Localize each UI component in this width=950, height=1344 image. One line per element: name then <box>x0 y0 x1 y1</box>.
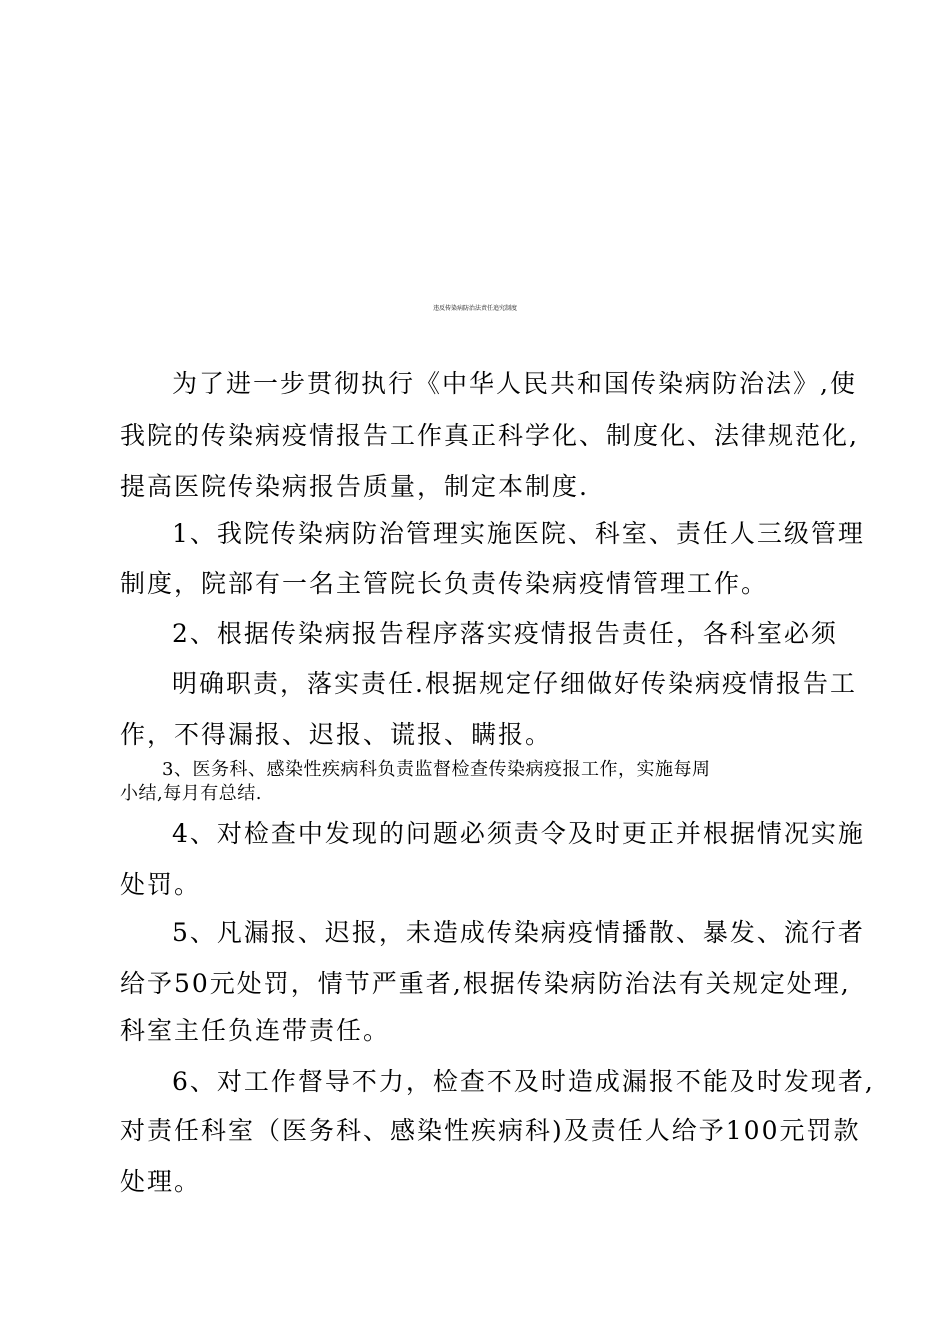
paragraph-line: 1、我院传染病防治管理实施医院、科室、责任人三级管理 <box>172 519 865 548</box>
paragraph-line: 作，不得漏报、迟报、谎报、瞒报。 <box>120 720 553 749</box>
paragraph-line: 2、根据传染病报告程序落实疫情报告责任，各科室必须 <box>172 619 838 648</box>
paragraph-line-small: 小结,每月有总结. <box>120 783 262 804</box>
paragraph-line: 4、对检查中发现的问题必须责令及时更正并根据情况实施 <box>172 819 865 848</box>
document-title: 违反传染病防治法责任追究制度 <box>432 305 517 312</box>
paragraph-line-small: 3、医务科、感染性疾病科负责监督检查传染病疫报工作，实施每周 <box>162 759 711 780</box>
paragraph-line: 处罚。 <box>120 870 202 899</box>
paragraph-line: 提高医院传染病报告质量，制定本制度. <box>120 472 589 501</box>
paragraph-line: 我院的传染病疫情报告工作真正科学化、制度化、法律规范化, <box>120 421 859 450</box>
paragraph-line: 对责任科室（医务科、感染性疾病科)及责任人给予100元罚款 <box>120 1116 861 1145</box>
paragraph-line: 制度，院部有一名主管院长负责传染病疫情管理工作。 <box>120 569 769 598</box>
paragraph-line: 5、凡漏报、迟报，未造成传染病疫情播散、暴发、流行者 <box>172 918 865 947</box>
paragraph-line: 科室主任负连带责任。 <box>120 1016 391 1045</box>
paragraph-line: 明确职责，落实责任.根据规定仔细做好传染病疫情报告工 <box>172 669 857 698</box>
paragraph-line: 6、对工作督导不力，检查不及时造成漏报不能及时发现者, <box>172 1067 875 1096</box>
paragraph-line: 为了进一步贯彻执行《中华人民共和国传染病防治法》,使 <box>172 369 857 398</box>
paragraph-line: 给予50元处罚，情节严重者,根据传染病防治法有关规定处理, <box>120 969 851 998</box>
paragraph-line: 处理。 <box>120 1167 202 1196</box>
